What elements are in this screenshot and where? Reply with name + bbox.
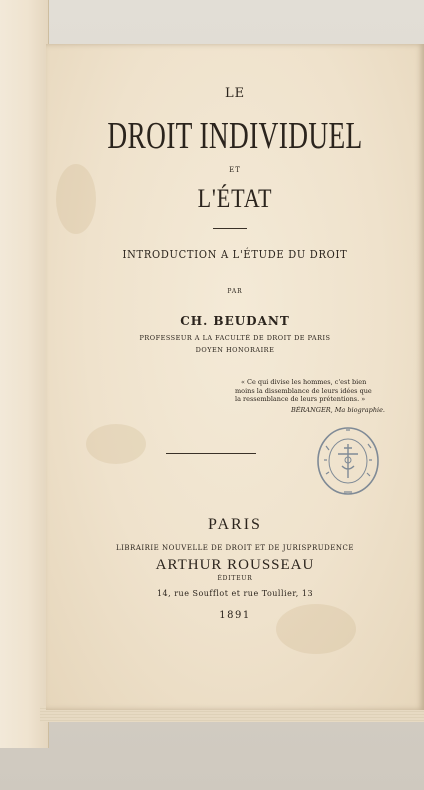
epigraph [235, 378, 385, 414]
title-conjunction: ET [229, 166, 241, 174]
author-name: CH. BEUDANT [180, 314, 290, 328]
epigraph-line: moins la dissemblance de leurs idées que [235, 386, 372, 395]
publisher-name: ARTHUR ROUSSEAU [155, 557, 315, 573]
epigraph-line: la ressemblance de leurs prétentions. » [235, 395, 366, 403]
by-label: PAR [227, 288, 243, 295]
title-divider [213, 228, 247, 229]
epigraph-attribution: BÉRANGER, Ma biographie. [291, 405, 385, 414]
epigraph-line: « Ce qui divise les hommes, c'est bien [241, 378, 367, 386]
section-divider [166, 453, 256, 454]
publication-city: PARIS [208, 516, 262, 533]
publisher-address: 14, rue Soufflot et rue Toullier, 13 [156, 589, 314, 598]
main-title: DROIT INDIVIDUEL [107, 115, 363, 157]
paper-stain [86, 424, 146, 464]
second-title: L'ÉTAT [197, 184, 273, 213]
book-front-board [0, 0, 49, 748]
publisher-label: ÉDITEUR [217, 575, 253, 582]
title-page [46, 44, 424, 710]
bookshop-name: LIBRAIRIE NOUVELLE DE DROIT ET DE JURISPRUDENCE [116, 544, 354, 552]
library-stamp-icon [316, 426, 380, 496]
subtitle: INTRODUCTION A L'ÉTUDE DU DROIT [122, 248, 348, 261]
publication-year: 1891 [219, 610, 251, 621]
title-article: LE [224, 86, 246, 101]
author-role: PROFESSEUR A LA FACULTÉ DE DROIT DE PARIS [139, 334, 331, 342]
author-title: DOYEN HONORAIRE [195, 346, 275, 354]
